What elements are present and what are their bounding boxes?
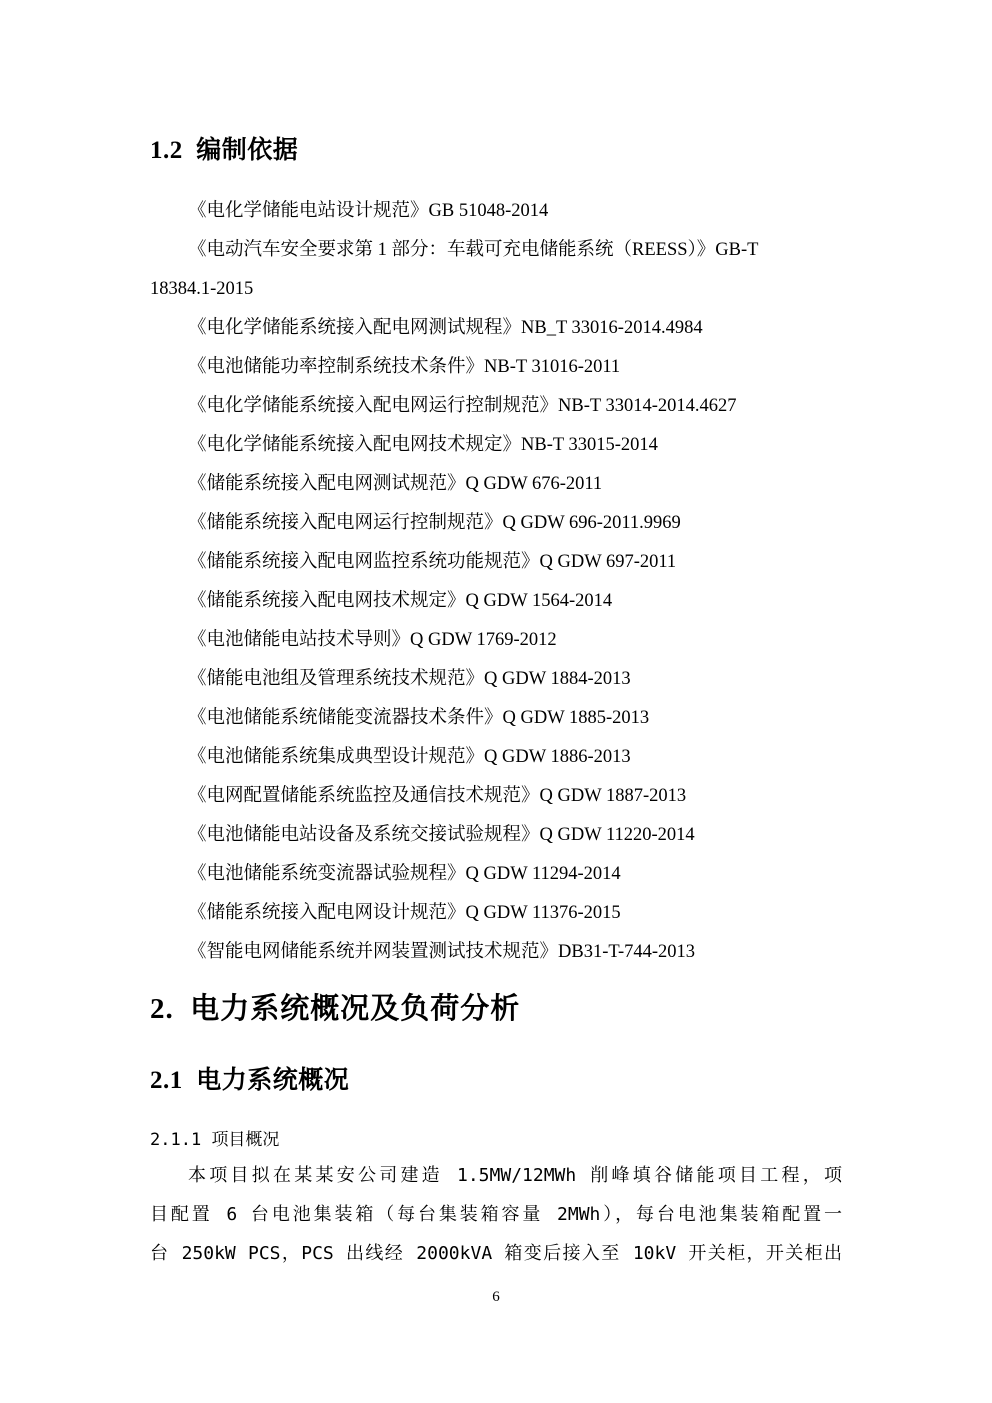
- body-paragraph-line: 本项目拟在某某安公司建造 1.5MW/12MWh 削峰填谷储能项目工程，项: [188, 1165, 842, 1186]
- reference-item: 《电池储能系统集成典型设计规范》Q GDW 1886-2013: [188, 747, 631, 767]
- reference-item: [188, 237, 842, 263]
- chapter-title: 电力系统概况及负荷分析: [190, 993, 521, 1025]
- section-title: 电力系统概况: [196, 1067, 350, 1094]
- body-paragraph-line: 台 250kW PCS，PCS 出线经 2000kVA 箱变后接入至 10kV 开关柜，开关柜出: [150, 1243, 842, 1264]
- reference-item: 《电池储能功率控制系统技术条件》NB-T 31016-2011: [188, 357, 621, 377]
- reference-item: 《电化学储能系统接入配电网运行控制规范》NB-T 33014-2014.4627: [188, 396, 737, 416]
- reference-item: 《电化学储能系统接入配电网测试规程》NB_T 33016-2014.4984: [188, 318, 703, 338]
- reference-item: 《电网配置储能系统监控及通信技术规范》Q GDW 1887-2013: [188, 786, 687, 806]
- reference-item: 《储能系统接入配电网设计规范》Q GDW 11376-2015: [188, 903, 621, 923]
- chapter-number: 2.: [150, 993, 174, 1025]
- chapter-heading-2: [150, 990, 520, 1028]
- reference-item: 《储能电池组及管理系统技术规范》Q GDW 1884-2013: [188, 669, 631, 689]
- section-heading-1-2: [150, 134, 298, 168]
- section-heading-2-1: [150, 1064, 349, 1098]
- reference-text: 《电动汽车安全要求第 1 部分：车载可充电储能系统（REESS）》GB-T: [188, 240, 759, 260]
- reference-item: 《电池储能系统变流器试验规程》Q GDW 11294-2014: [188, 864, 621, 884]
- reference-item: 《智能电网储能系统并网装置测试技术规范》DB31-T-744-2013: [188, 942, 696, 962]
- page-number: 6: [492, 1289, 500, 1305]
- subsection-title: 项目概况: [211, 1130, 280, 1150]
- section-number: 1.2: [150, 137, 183, 164]
- reference-item: 《电池储能电站设备及系统交接试验规程》Q GDW 11220-2014: [188, 825, 695, 845]
- section-title: 编制依据: [196, 137, 299, 164]
- reference-item: 《电池储能系统储能变流器技术条件》Q GDW 1885-2013: [188, 708, 650, 728]
- body-paragraph-line: 目配置 6 台电池集装箱（每台集装箱容量 2MWh），每台电池集装箱配置一: [150, 1204, 842, 1225]
- reference-item: 《电化学储能系统接入配电网技术规定》NB-T 33015-2014: [188, 435, 658, 455]
- subsection-heading-2-1-1: [150, 1127, 279, 1153]
- reference-item: 《储能系统接入配电网监控系统功能规范》Q GDW 697-2011: [188, 552, 677, 572]
- reference-item: 《电池储能电站技术导则》Q GDW 1769-2012: [188, 630, 557, 650]
- subsection-number: 2.1.1: [150, 1130, 202, 1150]
- reference-item: 《储能系统接入配电网测试规范》Q GDW 676-2011: [188, 474, 603, 494]
- reference-item: 《电化学储能电站设计规范》GB 51048-2014: [188, 201, 549, 221]
- reference-item: 《储能系统接入配电网技术规定》Q GDW 1564-2014: [188, 591, 613, 611]
- section-number: 2.1: [150, 1067, 183, 1094]
- reference-item: 《储能系统接入配电网运行控制规范》Q GDW 696-2011.9969: [188, 513, 681, 533]
- reference-item-continuation: 18384.1-2015: [150, 279, 254, 299]
